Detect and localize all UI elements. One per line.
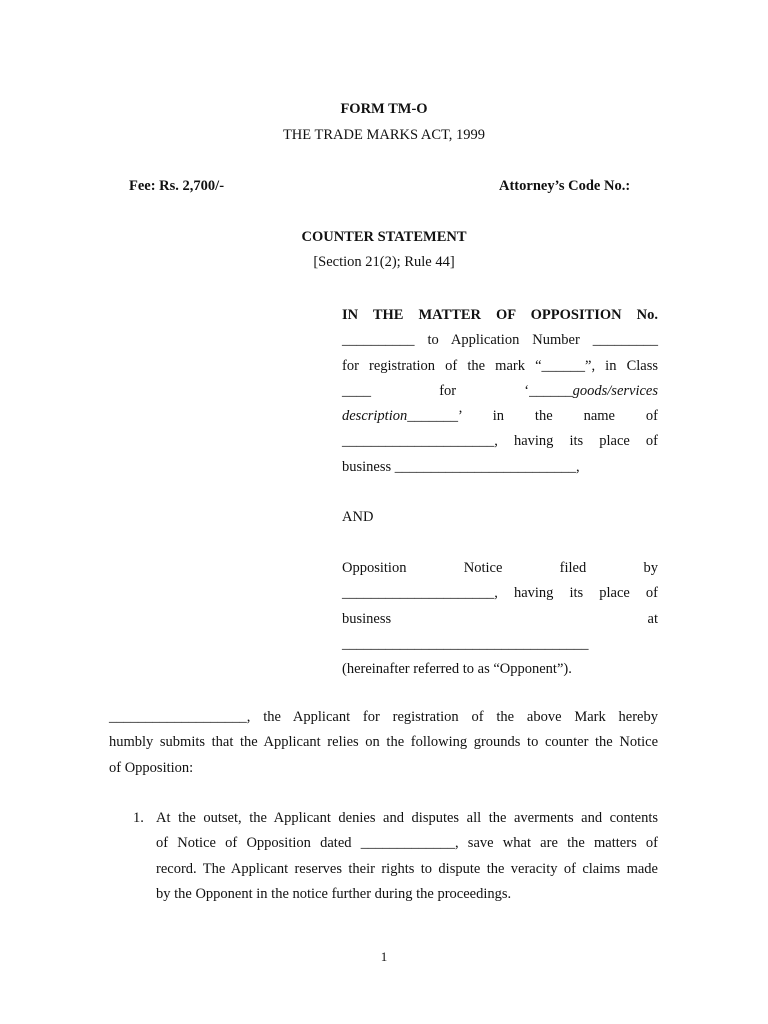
- section-reference: [Section 21(2); Rule 44]: [313, 254, 455, 270]
- intro-line-1: ___________________, the Applicant for registration of the above Mark hereby: [109, 709, 658, 725]
- matter-block: [342, 303, 658, 682]
- list-item-line-4: by the Opponent in the notice further during the proceedings.: [156, 885, 512, 902]
- opponent-name-line: _____________________, having its place of: [342, 585, 658, 602]
- opposition-notice-line: Opposition Notice filed by: [342, 559, 658, 576]
- matter-line-description: [342, 404, 658, 429]
- counter-statement-title: COUNTER STATEMENT: [301, 229, 467, 245]
- goods-services-field: ‘______goods/services: [524, 382, 659, 399]
- list-item-line-1: At the outset, the Applicant denies and disputes all the averments and contents: [156, 810, 658, 826]
- list-item-number: 1.: [133, 810, 144, 826]
- form-title: FORM TM-O: [340, 101, 428, 117]
- list-item-body: [156, 806, 658, 907]
- intro-line-3: of Opposition:: [109, 759, 194, 776]
- matter-line-class: [342, 379, 658, 404]
- and-label: AND: [342, 509, 374, 526]
- intro-paragraph: [109, 705, 658, 781]
- matter-line-business: business _________________________,: [342, 458, 580, 475]
- class-blank: ____: [342, 382, 371, 399]
- in-the-name-of: in the name of: [492, 408, 658, 425]
- opponent-address-blank: __________________________________: [342, 635, 589, 652]
- act-title: THE TRADE MARKS ACT, 1999: [282, 127, 486, 143]
- description-field: description_______’: [342, 408, 462, 425]
- list-item-line-3: record. The Applicant reserves their rights to dispute the veracity of claims made: [156, 860, 658, 877]
- matter-line-mark: for registration of the mark “______”, in Class: [342, 357, 658, 374]
- fee-label: Fee: Rs. 2,700/-: [129, 178, 225, 194]
- opponent-reference: (hereinafter referred to as “Opponent”).: [342, 661, 572, 678]
- intro-line-2: humbly submits that the Applicant relies on the following grounds to counter the Notice: [109, 734, 658, 751]
- opponent-business-line: business at: [342, 610, 658, 627]
- matter-line-application: __________ to Application Number _________: [342, 332, 658, 349]
- page-number: 1: [380, 949, 388, 964]
- matter-line-name: _____________________, having its place of: [342, 433, 658, 450]
- matter-heading: IN THE MATTER OF OPPOSITION No.: [342, 307, 658, 323]
- list-item-line-2: of Notice of Opposition dated _____________, save what are the matters of: [156, 835, 658, 852]
- attorney-code-label: Attorney’s Code No.:: [499, 178, 631, 194]
- for-word: for: [439, 382, 457, 399]
